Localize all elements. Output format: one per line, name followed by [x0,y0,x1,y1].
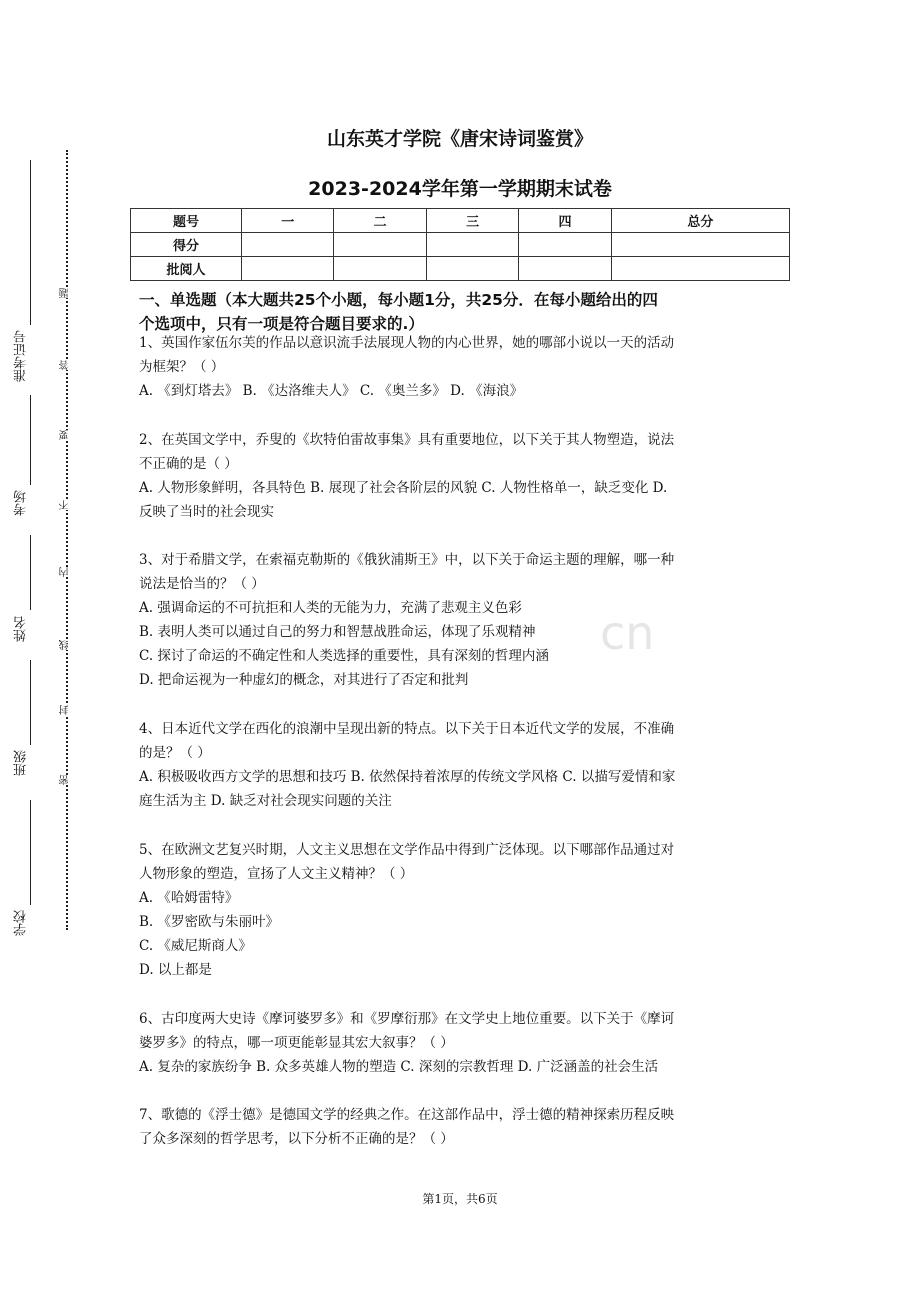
table-cell: 四 [519,209,611,233]
table-cell: 三 [426,209,518,233]
question-option: A. 强调命运的不可抗拒和人类的无能为力，充满了悲观主义色彩 [139,600,522,616]
question-stem: 的是？（ ） [139,745,211,761]
table-cell: 题号 [131,209,242,233]
exam-number-label: 准考证号 [14,330,29,382]
question-option: D. 以上都是 [139,962,212,978]
question-7 [139,1103,789,1151]
table-cell [242,257,334,281]
table-cell [519,257,611,281]
question-stem: 婆罗多》的特点，哪一项更能彰显其宏大叙事？（ ） [139,1035,454,1051]
seal-char: 内 [60,567,71,577]
table-cell: 总分 [611,209,789,233]
question-4 [139,717,789,813]
question-stem: 4、日本近代文学在西化的浪潮中呈现出新的特点。以下关于日本近代文学的发展，不准确 [139,721,675,737]
page-footer: 第1页，共6页 [422,1192,498,1206]
seal-char: 答 [60,360,71,370]
table-cell [519,233,611,257]
section-heading-line: 一、单选题（本大题共25个小题，每小题1分，共25分．在每小题给出的四 [139,291,658,309]
section-heading [139,288,789,336]
school-line [30,800,31,905]
question-option: A. 《哈姆雷特》 [139,890,239,906]
seal-char: 密 [60,775,71,785]
watermark: cn [600,606,655,660]
class-line [30,660,31,745]
table-cell [611,233,789,257]
seal-char: 不 [60,500,71,510]
question-option: A. 人物形象鲜明，各具特色 B. 展现了社会各阶层的风貌 C. 人物性格单一，缺乏变化 D. [139,480,668,496]
table-cell: 一 [242,209,334,233]
question-stem: 为框架？（ ） [139,359,225,375]
question-option: D. 把命运视为一种虚幻的概念，对其进行了否定和批判 [139,672,469,688]
question-stem: 人物形象的塑造，宣扬了人文主义精神？（ ） [139,866,414,882]
table-cell [334,233,426,257]
question-stem: 2、在英国文学中，乔叟的《坎特伯雷故事集》具有重要地位，以下关于其人物塑造，说法 [139,432,675,448]
seal-char: 要 [60,430,71,440]
question-option: A. 《到灯塔去》 B. 《达洛维夫人》 C. 《奥兰多》 D. 《海浪》 [139,383,524,399]
question-option: B. 《罗密欧与朱丽叶》 [139,914,280,930]
table-cell [426,257,518,281]
question-option: B. 表明人类可以通过自己的努力和智慧战胜命运，体现了乐观精神 [139,624,536,640]
question-option: A. 积极吸收西方文学的思想和技巧 B. 依然保持着浓厚的传统文学风格 C. 以描写爱情和家 [139,769,676,785]
school-label: 学校 [14,910,29,936]
page-title: 山东英才学院《唐宋诗词鉴赏》 [326,128,593,150]
class-label: 班级 [14,750,29,776]
question-stem: 说法是恰当的？（ ） [139,576,265,592]
table-cell: 二 [334,209,426,233]
exam-room-label: 考场 [14,490,29,516]
table-row [131,233,790,257]
table-cell [334,257,426,281]
seal-dotted-line [66,150,68,930]
question-stem: 了众多深刻的哲学思考，以下分析不正确的是？（ ） [139,1131,454,1147]
table-cell [242,233,334,257]
table-cell: 得分 [131,233,242,257]
exam-room-line [30,395,31,485]
question-stem: 7、歌德的《浮士德》是德国文学的经典之作。在这部作品中，浮士德的精神探索历程反映 [139,1107,675,1123]
question-6 [139,1007,789,1079]
table-cell [426,233,518,257]
question-option: 反映了当时的社会现实 [139,504,274,520]
section-heading-line: 个选项中，只有一项是符合题目要求的.） [139,315,424,333]
table-cell: 批阅人 [131,257,242,281]
name-label: 姓名 [14,616,29,642]
question-stem: 1、英国作家伍尔芙的作品以意识流手法展现人物的内心世界，她的哪部小说以一天的活动 [139,335,675,351]
table-cell [611,257,789,281]
question-5 [139,838,789,982]
table-row [131,257,790,281]
name-line [30,535,31,610]
score-table [130,208,790,281]
question-stem: 5、在欧洲文艺复兴时期，人文主义思想在文学作品中得到广泛体现。以下哪部作品通过对 [139,842,675,858]
seal-char: 线 [60,640,71,650]
question-option: C. 探讨了命运的不确定性和人类选择的重要性，具有深刻的哲理内涵 [139,648,549,664]
question-3 [139,548,789,692]
question-stem: 3、对于希腊文学，在索福克勒斯的《俄狄浦斯王》中，以下关于命运主题的理解，哪一种 [139,552,675,568]
question-stem: 不正确的是（ ） [139,456,238,472]
question-2 [139,428,789,524]
seal-char: 封 [60,705,71,715]
table-header-row [131,209,790,233]
question-option: C. 《威尼斯商人》 [139,938,252,954]
question-option: 庭生活为主 D. 缺乏对社会现实问题的关注 [139,793,392,809]
question-option: A. 复杂的家族纷争 B. 众多英雄人物的塑造 C. 深刻的宗教哲理 D. 广泛涵盖的社会生活 [139,1059,659,1075]
page-subtitle: 2023-2024学年第一学期期末试卷 [308,178,612,200]
seal-char: 题 [60,288,71,298]
question-1 [139,331,789,403]
question-stem: 6、古印度两大史诗《摩诃婆罗多》和《罗摩衍那》在文学史上地位重要。以下关于《摩诃 [139,1011,675,1027]
